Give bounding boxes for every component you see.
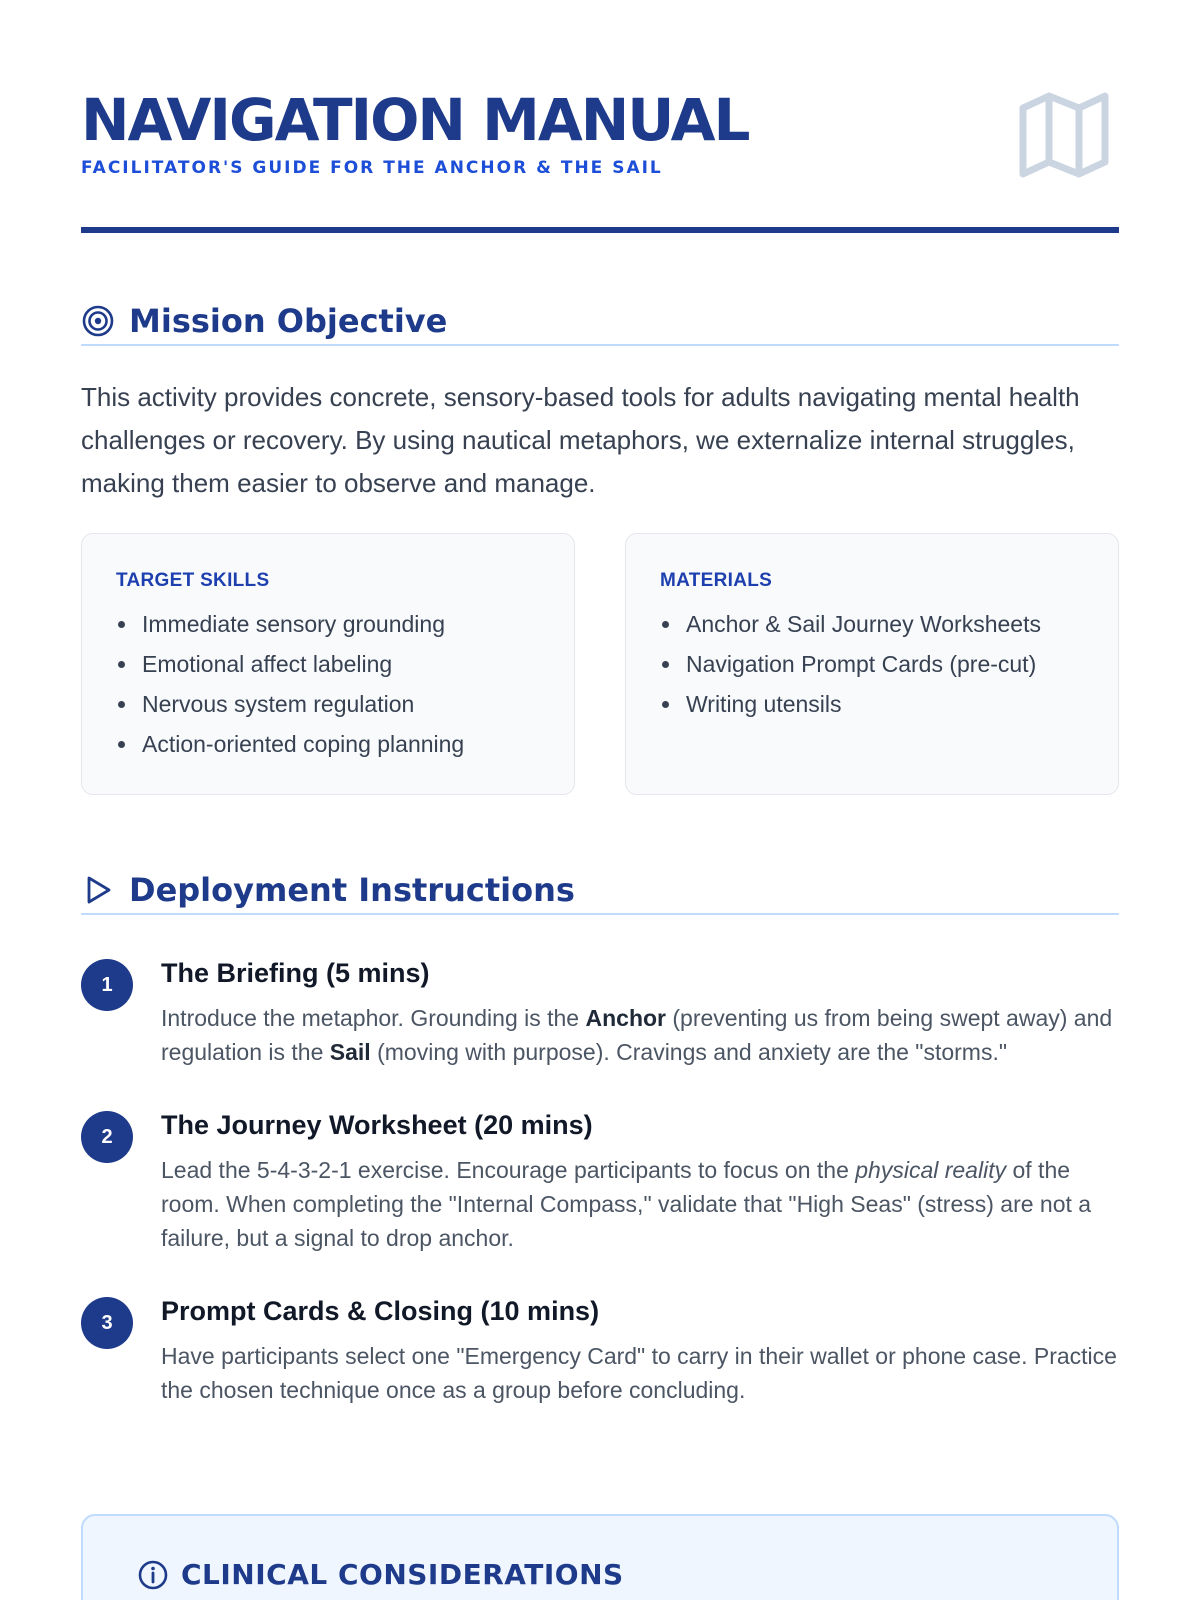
step-title: The Journey Worksheet (20 mins) (161, 1110, 593, 1140)
step-item (81, 1293, 1119, 1407)
step-body (161, 955, 1119, 1069)
objective-text: This activity provides concrete, sensory-based tools for adults navigating mental health challenges or recovery. By using nautical metaphors, we externalize internal struggles, making them easier to observe and manage. (81, 382, 1080, 498)
section-header-deployment (81, 867, 1119, 915)
step-title: Prompt Cards & Closing (10 mins) (161, 1296, 600, 1326)
step-item (81, 955, 1119, 1069)
map-icon (1017, 90, 1111, 180)
step-text: Have participants select one "Emergency Card" to carry in their wallet or phone case. Practice the chosen technique once as a group before concluding. (161, 1343, 1117, 1403)
list-item: Anchor & Sail Journey Worksheets (660, 604, 1084, 644)
list-item: Action-oriented coping planning (116, 724, 540, 764)
step-title: The Briefing (5 mins) (161, 958, 430, 988)
step-item (81, 1107, 1119, 1255)
section-header-mission (81, 298, 1119, 346)
sail-term: Sail (329, 1039, 371, 1065)
step-text: Lead the 5-4-3-2-1 exercise. Encourage participants to focus on the physical reality of the room. When completing the "Internal Compass," validate that "High Seas" (stress) are not a failure, but a signal to drop anchor. (161, 1157, 1092, 1251)
steps-list (81, 955, 1119, 1407)
step-body (161, 1107, 1119, 1255)
list-item: Navigation Prompt Cards (pre-cut) (660, 644, 1084, 684)
header-divider (81, 227, 1119, 233)
step-number: 1 (81, 959, 133, 1011)
card-title: MATERIALS (660, 570, 773, 591)
page-subtitle: FACILITATOR'S GUIDE FOR THE ANCHOR & THE SAIL (81, 158, 663, 178)
page-title: NAVIGATION MANUAL (81, 86, 749, 154)
list-item: Nervous system regulation (116, 684, 540, 724)
anchor-term: Anchor (585, 1005, 666, 1031)
info-cards (81, 533, 1119, 795)
document-header (81, 0, 1119, 236)
play-icon (81, 873, 115, 907)
callout-title: CLINICAL CONSIDERATIONS (181, 1558, 624, 1591)
list-item: Immediate sensory grounding (116, 604, 540, 644)
target-skills-card (81, 533, 575, 795)
callout-header (137, 1558, 1063, 1591)
list-item: Emotional affect labeling (116, 644, 540, 684)
step-body (161, 1293, 1119, 1407)
materials-card (625, 533, 1119, 795)
section-title: Mission Objective (129, 302, 448, 340)
skills-list (116, 604, 540, 764)
info-icon (137, 1559, 169, 1591)
clinical-considerations-callout (81, 1514, 1119, 1600)
card-title: TARGET SKILLS (116, 570, 270, 591)
section-title: Deployment Instructions (129, 871, 575, 909)
target-icon (81, 304, 115, 338)
materials-list (660, 604, 1084, 724)
step-text: Introduce the metaphor. Grounding is the Anchor (preventing us from being swept away) and regulation is the Sail (moving with purpose). Cravings and anxiety are the "storms." (161, 1005, 1113, 1065)
list-item: Writing utensils (660, 684, 1084, 724)
emphasis-text: physical reality (855, 1157, 1007, 1183)
step-number: 2 (81, 1111, 133, 1163)
step-number: 3 (81, 1297, 133, 1349)
